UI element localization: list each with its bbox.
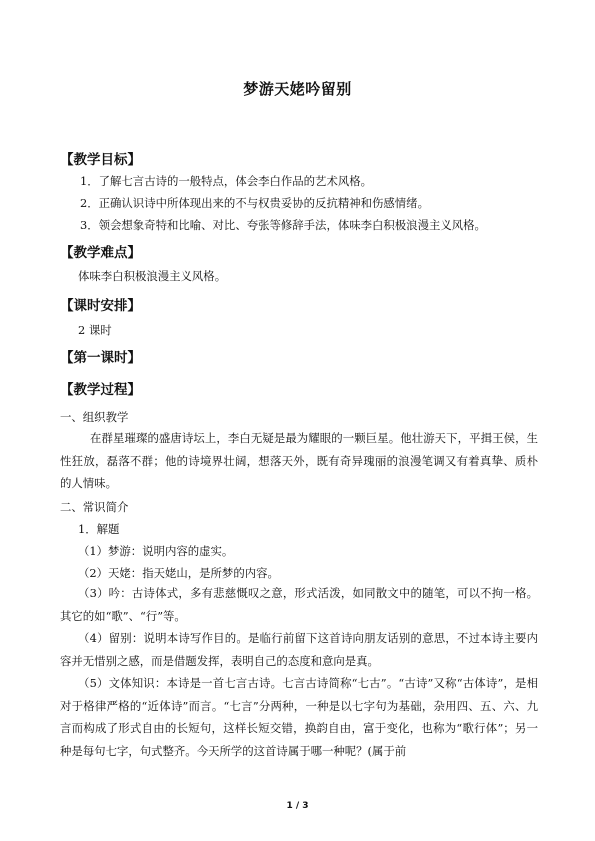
process-item1-title: 1．解题 <box>78 522 120 536</box>
goal-item: 1．了解七言古诗的一般特点，体会李白作品的艺术风格。 <box>80 174 373 188</box>
subitem-1: （1）梦游：说明内容的虚实。 <box>78 544 234 558</box>
section-heading-lesson1: 【第一课时】 <box>60 350 141 366</box>
page-title: 梦游天姥吟留别 <box>243 80 352 98</box>
goal-item: 3．领会想象奇特和比喻、对比、夸张等修辞手法，体味李白积极浪漫主义风格。 <box>80 218 486 232</box>
goal-item: 2．正确认识诗中所体现出来的不与权贵妥协的反抗精神和伤感情绪。 <box>80 196 429 210</box>
difficulty-text: 体味李白积极浪漫主义风格。 <box>78 269 227 283</box>
section-heading-goals: 【教学目标】 <box>60 152 141 168</box>
process-part1-title: 一、组织教学 <box>60 410 129 424</box>
process-part2-title: 二、常识简介 <box>60 500 129 514</box>
subitem-3: （3）吟：古诗体式，多有悲慈慨叹之意，形式活泼，如同散文中的随笔，可以不拘一格。其它的如“歌”、“行”等。 <box>60 586 538 623</box>
schedule-text: 2 课时 <box>78 323 112 337</box>
process-part1-paragraph: 在群星璀璨的盛唐诗坛上，李白无疑是最为耀眼的一颗巨星。他壮游天下，平揖王侯，生性狂放，磊落不群；他的诗境界壮阔，想落天外，既有奇异瑰丽的浪漫笔调又有着真挚、质朴的人情味。 <box>60 431 538 490</box>
subitem-4: （4）留别：说明本诗写作目的。是临行前留下这首诗向朋友话别的意思，不过本诗主要内容并无惜别之感，而是借题发挥，表明自己的态度和意向是真。 <box>60 631 538 668</box>
page-number: 1 / 3 <box>286 801 309 811</box>
section-heading-schedule: 【课时安排】 <box>60 298 141 314</box>
section-heading-process: 【教学过程】 <box>60 382 141 398</box>
subitem-5: （5）文体知识：本诗是一首七言古诗。七言古诗简称“七古”。“古诗”又称“古体诗”，是相对于格律严格的“近体诗”而言。“七言”分两种，一种是以七字句为基础，杂用四、五、六、九言而构成了形式自由的长短句，这样长短交错，换韵自由，富于变化，也称为“歌行体”；另一种是每句七字，句式整齐。今天所学的这首诗属于哪一种呢？(属于前 <box>60 676 538 758</box>
section-heading-difficulty: 【教学难点】 <box>60 245 141 261</box>
subitem-2: （2）天姥：指天姥山，是所梦的内容。 <box>78 566 279 580</box>
